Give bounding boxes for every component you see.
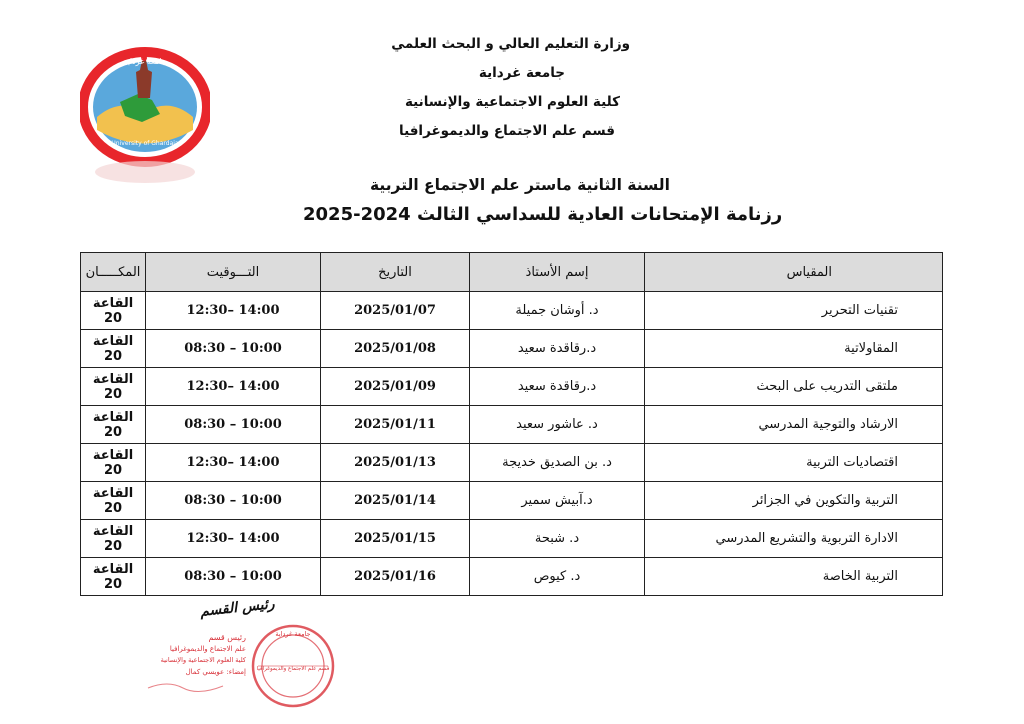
cell-date bbox=[321, 406, 470, 444]
faculty-line: كلية العلوم الاجتماعية والإنسانية bbox=[404, 94, 620, 110]
cell-place: القاعة 20 bbox=[81, 330, 146, 368]
cell-time bbox=[146, 558, 321, 596]
time-text: 08:30 – 10:00 bbox=[184, 417, 282, 432]
cell-module: المقاولاتية bbox=[645, 330, 943, 368]
cell-time bbox=[146, 520, 321, 558]
date-text: 2025/01/14 bbox=[354, 493, 436, 508]
cell-place: القاعة 20 bbox=[81, 444, 146, 482]
cell-place: القاعة 20 bbox=[81, 292, 146, 330]
table-row bbox=[81, 482, 943, 520]
exam-schedule-table bbox=[80, 252, 943, 596]
cell-professor: د. كيوص bbox=[470, 558, 645, 596]
time-text: 08:30 – 10:00 bbox=[184, 493, 282, 508]
stamp-line-4: إمضاء: عويسي كمال bbox=[185, 668, 246, 676]
date-text: 2025/01/11 bbox=[354, 417, 436, 432]
table-row bbox=[81, 520, 943, 558]
time-text: 12:30– 14:00 bbox=[186, 379, 280, 394]
cell-place: القاعة 20 bbox=[81, 558, 146, 596]
date-text: 2025/01/15 bbox=[354, 531, 436, 546]
cell-date bbox=[321, 444, 470, 482]
table-row bbox=[81, 368, 943, 406]
date-text: 2025/01/09 bbox=[354, 379, 436, 394]
department-line: قسم علم الاجتماع والديموغرافيا bbox=[399, 123, 615, 139]
cell-module: تقنيات التحرير bbox=[645, 292, 943, 330]
cell-professor: د. عاشور سعيد bbox=[470, 406, 645, 444]
time-text: 08:30 – 10:00 bbox=[184, 341, 282, 356]
table-row bbox=[81, 444, 943, 482]
institution-header bbox=[330, 30, 630, 146]
logo-bottom-text: University of Ghardaia bbox=[111, 140, 179, 147]
cell-date bbox=[321, 368, 470, 406]
cell-date bbox=[321, 330, 470, 368]
header-time: التـــوقيت bbox=[146, 253, 321, 292]
time-text: 08:30 – 10:00 bbox=[184, 569, 282, 584]
university-line: جامعة غرداية bbox=[478, 65, 565, 81]
table-header-row bbox=[81, 253, 943, 292]
date-text: 2025/01/13 bbox=[354, 455, 436, 470]
cell-time bbox=[146, 292, 321, 330]
table-row bbox=[81, 406, 943, 444]
stamp-line-2: علم الاجتماع والديموغرافيا bbox=[169, 645, 246, 653]
cell-module: الادارة التربوية والتشريع المدرسي bbox=[645, 520, 943, 558]
table-row bbox=[81, 558, 943, 596]
cell-date bbox=[321, 558, 470, 596]
cell-module: التربية الخاصة bbox=[645, 558, 943, 596]
header-date: التاريخ bbox=[321, 253, 470, 292]
cell-module: اقتصاديات التربية bbox=[645, 444, 943, 482]
date-text: 2025/01/16 bbox=[354, 569, 436, 584]
cell-module: التربية والتكوين في الجزائر bbox=[645, 482, 943, 520]
cell-place: القاعة 20 bbox=[81, 406, 146, 444]
cell-date bbox=[321, 482, 470, 520]
cell-professor: د.رقاقدة سعيد bbox=[470, 368, 645, 406]
seal-text: جامعة غرداية bbox=[275, 630, 311, 638]
seal-inner-text: قسم علم الاجتماع والديموغرافيا bbox=[256, 666, 330, 672]
time-text: 12:30– 14:00 bbox=[186, 531, 280, 546]
header-place: المكـــــان bbox=[81, 253, 146, 292]
cell-professor: د.رقاقدة سعيد bbox=[470, 330, 645, 368]
stamp-line-3: كلية العلوم الاجتماعية والإنسانية bbox=[160, 656, 246, 664]
stamp-line-1: رئيس قسم bbox=[208, 633, 246, 642]
table-row bbox=[81, 292, 943, 330]
logo-top-text: جامعة غرداية bbox=[123, 57, 167, 66]
cell-module: ملتقى التدريب على البحث bbox=[645, 368, 943, 406]
cell-professor: د. شبحة bbox=[470, 520, 645, 558]
cell-professor: د. بن الصديق خديجة bbox=[470, 444, 645, 482]
cell-date bbox=[321, 292, 470, 330]
cell-place: القاعة 20 bbox=[81, 368, 146, 406]
cell-date bbox=[321, 520, 470, 558]
ministry-line: وزارة التعليم العالي و البحث العلمي bbox=[391, 36, 630, 52]
university-logo bbox=[80, 42, 210, 187]
schedule-title: رزنامة الإمتحانات العادية للسداسي الثالث 2024-2025 bbox=[303, 204, 783, 225]
cell-time bbox=[146, 406, 321, 444]
table-row bbox=[81, 330, 943, 368]
date-text: 2025/01/08 bbox=[354, 341, 436, 356]
cell-time bbox=[146, 368, 321, 406]
department-stamp bbox=[128, 618, 338, 718]
cell-time bbox=[146, 330, 321, 368]
time-text: 12:30– 14:00 bbox=[186, 455, 280, 470]
program-title: السنة الثانية ماستر علم الاجتماع التربية bbox=[370, 176, 670, 194]
cell-place: القاعة 20 bbox=[81, 482, 146, 520]
cell-place: القاعة 20 bbox=[81, 520, 146, 558]
cell-time bbox=[146, 482, 321, 520]
date-text: 2025/01/07 bbox=[354, 303, 436, 318]
signature-heading: رئيس القسم bbox=[199, 596, 276, 620]
header-module: المقياس bbox=[645, 253, 943, 292]
cell-professor: د. أوشان جميلة bbox=[470, 292, 645, 330]
cell-time bbox=[146, 444, 321, 482]
time-text: 12:30– 14:00 bbox=[186, 303, 280, 318]
cell-module: الارشاد والتوجية المدرسي bbox=[645, 406, 943, 444]
header-professor: إسم الأستاذ bbox=[470, 253, 645, 292]
cell-professor: د.آبيش سمير bbox=[470, 482, 645, 520]
